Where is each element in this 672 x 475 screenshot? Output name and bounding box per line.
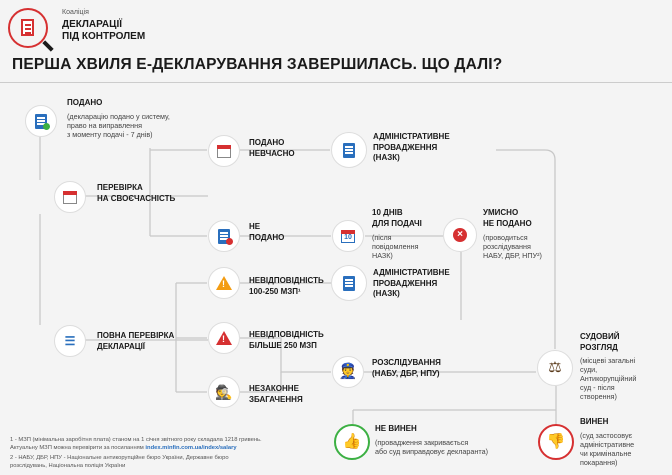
late-title-1: ПОДАНО xyxy=(249,138,285,147)
deliberate-note-3: НАБУ, ДБР, НПУ²) xyxy=(483,251,542,260)
timeliness-title xyxy=(97,183,175,204)
ten-days-note-1: (після xyxy=(372,233,392,242)
document-icon xyxy=(343,143,355,158)
submitted-node xyxy=(25,105,57,137)
admin-1-title-1: АДМІНІСТРАТИВНЕ xyxy=(373,132,450,141)
not-guilty-node xyxy=(334,424,370,460)
illicit-title-2: ЗБАГАЧЕННЯ xyxy=(249,394,303,404)
thumbs-up-icon: 👍 xyxy=(342,433,362,450)
guilty-note-4: покарання) xyxy=(580,458,618,467)
admin-1-title-2: ПРОВАДЖЕННЯ xyxy=(373,142,438,152)
timeliness-node xyxy=(54,181,86,213)
guilty-note-2: адміністративне xyxy=(580,440,635,449)
page-title: ПЕРША ХВИЛЯ Е-ДЕКЛАРУВАННЯ ЗАВЕРШИЛАСЬ. ЩО ДАЛІ? xyxy=(12,56,503,73)
admin-2-title-1: АДМІНІСТРАТИВНЕ xyxy=(373,268,450,277)
cancel-icon: × xyxy=(453,228,467,242)
calendar-icon xyxy=(63,191,77,204)
mismatch-big-title-1: НЕВІДПОВІДНІСТЬ xyxy=(249,330,324,339)
investigation-title-2: (НАБУ, ДБР, НПУ) xyxy=(372,368,440,378)
late-title xyxy=(249,138,295,159)
full-check-node xyxy=(54,325,86,357)
footnote-1a: 1 - МЗП (мінімальна заробітня плата) станом на 1 січня звітного року складала 1218 гривень. xyxy=(10,437,262,443)
illicit-title-1: НЕЗАКОННЕ xyxy=(249,384,299,393)
admin-1-title-3: (НАЗК) xyxy=(373,153,400,162)
late-node xyxy=(208,135,240,167)
not-guilty-note-1: (провадження закривається xyxy=(375,438,469,447)
calendar-icon xyxy=(217,145,231,158)
deliberate-note-1: (проводиться xyxy=(483,233,528,242)
timeliness-title-2: НА СВОЄЧАСНІСТЬ xyxy=(97,193,176,203)
submitted-note-1: (декларацію подано у систему, xyxy=(67,112,170,121)
checklist-icon: ☰ xyxy=(64,334,76,348)
court-note-4: суд - після xyxy=(580,383,615,392)
warning-icon xyxy=(216,331,232,345)
admin-node-2 xyxy=(331,265,367,301)
footnote-2a: 2 - НАБУ, ДБР, НПУ - Національне антикорупційне бюро України, Державне бюро xyxy=(10,455,229,461)
ten-days-note-3: НАЗК) xyxy=(372,251,393,260)
footnote-2b: розслідувань, Національна поліція України xyxy=(10,463,126,469)
illicit-node xyxy=(208,376,240,408)
guilty-note-1: (суд застосовує xyxy=(580,431,633,440)
mismatch-big-node xyxy=(208,322,240,354)
not-guilty-note-2: або суд виправдовує декларанта) xyxy=(375,447,488,456)
mismatch-small-node xyxy=(208,267,240,299)
court-title-2: РОЗГЛЯД xyxy=(580,342,618,352)
deliberate-title-2: НЕ ПОДАНО xyxy=(483,218,532,228)
investigation-title-1: РОЗСЛІДУВАННЯ xyxy=(372,358,441,367)
not-submitted-title-2: ПОДАНО xyxy=(249,232,285,242)
admin-2-title-2: ПРОВАДЖЕННЯ xyxy=(373,278,438,288)
mismatch-big-title xyxy=(249,330,324,351)
mismatch-small-title xyxy=(249,276,324,297)
investigation-title xyxy=(372,358,441,379)
deliberate-title xyxy=(483,208,532,229)
ten-days-title-1: 10 ДНІВ xyxy=(372,208,403,217)
full-check-title-1: ПОВНА ПЕРЕВІРКА xyxy=(97,331,175,340)
deliberate-title-1: УМИСНО xyxy=(483,208,519,217)
brand-line-1: ДЕКЛАРАЦІЇ xyxy=(62,19,122,30)
mismatch-big-title-2: БІЛЬШЕ 250 МЗП xyxy=(249,340,317,350)
brand-line-2: ПІД КОНТРОЛЕМ xyxy=(62,31,146,42)
salary-link[interactable]: index.minfin.com.ua/index/salary xyxy=(145,445,237,451)
investigation-node xyxy=(332,356,364,388)
court-title-1: СУДОВИЙ xyxy=(580,332,620,341)
not-submitted-node xyxy=(208,220,240,252)
footnote-1b-text: Актуальну МЗП можна перевірити за посиланням xyxy=(10,445,144,451)
illicit-title xyxy=(249,384,303,405)
full-check-title-2: ДЕКЛАРАЦІЇ xyxy=(97,341,145,351)
court-note-5: створення) xyxy=(580,392,617,401)
late-title-2: НЕВЧАСНО xyxy=(249,148,295,158)
footnote-1b xyxy=(10,445,237,453)
submitted-note-3: з моменту подачі - 7 днів) xyxy=(67,130,153,139)
police-officer-icon: 👮 xyxy=(338,363,358,380)
not-submitted-title xyxy=(249,222,284,243)
submitted-note-2: право на виправлення xyxy=(67,121,142,130)
deliberate-node xyxy=(443,218,477,252)
plus-badge-icon xyxy=(43,123,50,130)
deliberate-note-2: розслідування xyxy=(483,242,531,251)
admin-2-title xyxy=(373,268,450,300)
warning-icon xyxy=(216,276,232,290)
ten-days-title xyxy=(372,208,422,229)
guilty-note-3: чи кримінальне xyxy=(580,449,632,458)
ten-days-title-2: ДЛЯ ПОДАЧІ xyxy=(372,218,422,228)
admin-2-title-3: (НАЗК) xyxy=(373,289,400,298)
not-submitted-title-1: НЕ xyxy=(249,222,261,231)
admin-node-1 xyxy=(331,132,367,168)
ten-days-node xyxy=(332,220,364,252)
full-check-title xyxy=(97,331,174,352)
court-note-3: Антикорупційний xyxy=(580,374,637,383)
spy-icon: 🕵 xyxy=(215,384,233,400)
calendar-day: 10 xyxy=(344,234,352,241)
court-note-1: (місцеві загальні xyxy=(580,356,636,365)
document-icon xyxy=(343,276,355,291)
mismatch-small-title-2: 100-250 МЗП¹ xyxy=(249,286,301,296)
submitted-title: ПОДАНО xyxy=(67,98,103,107)
ten-days-note-2: повідомлення xyxy=(372,242,419,251)
court-title xyxy=(580,332,619,353)
cancel-badge-icon xyxy=(226,238,233,245)
guilty-node xyxy=(538,424,574,460)
gavel-icon: ⚖ xyxy=(548,359,562,376)
timeliness-title-1: ПЕРЕВІРКА xyxy=(97,183,143,192)
mismatch-small-title-1: НЕВІДПОВІДНІСТЬ xyxy=(249,276,324,285)
thumbs-down-icon: 👎 xyxy=(546,433,566,450)
not-guilty-title: НЕ ВИНЕН xyxy=(375,424,417,433)
brand-small: Коаліція xyxy=(62,9,89,16)
admin-1-title xyxy=(373,132,450,164)
court-node xyxy=(537,350,573,386)
court-note-2: суди, xyxy=(580,365,598,374)
guilty-title: ВИНЕН xyxy=(580,417,609,426)
